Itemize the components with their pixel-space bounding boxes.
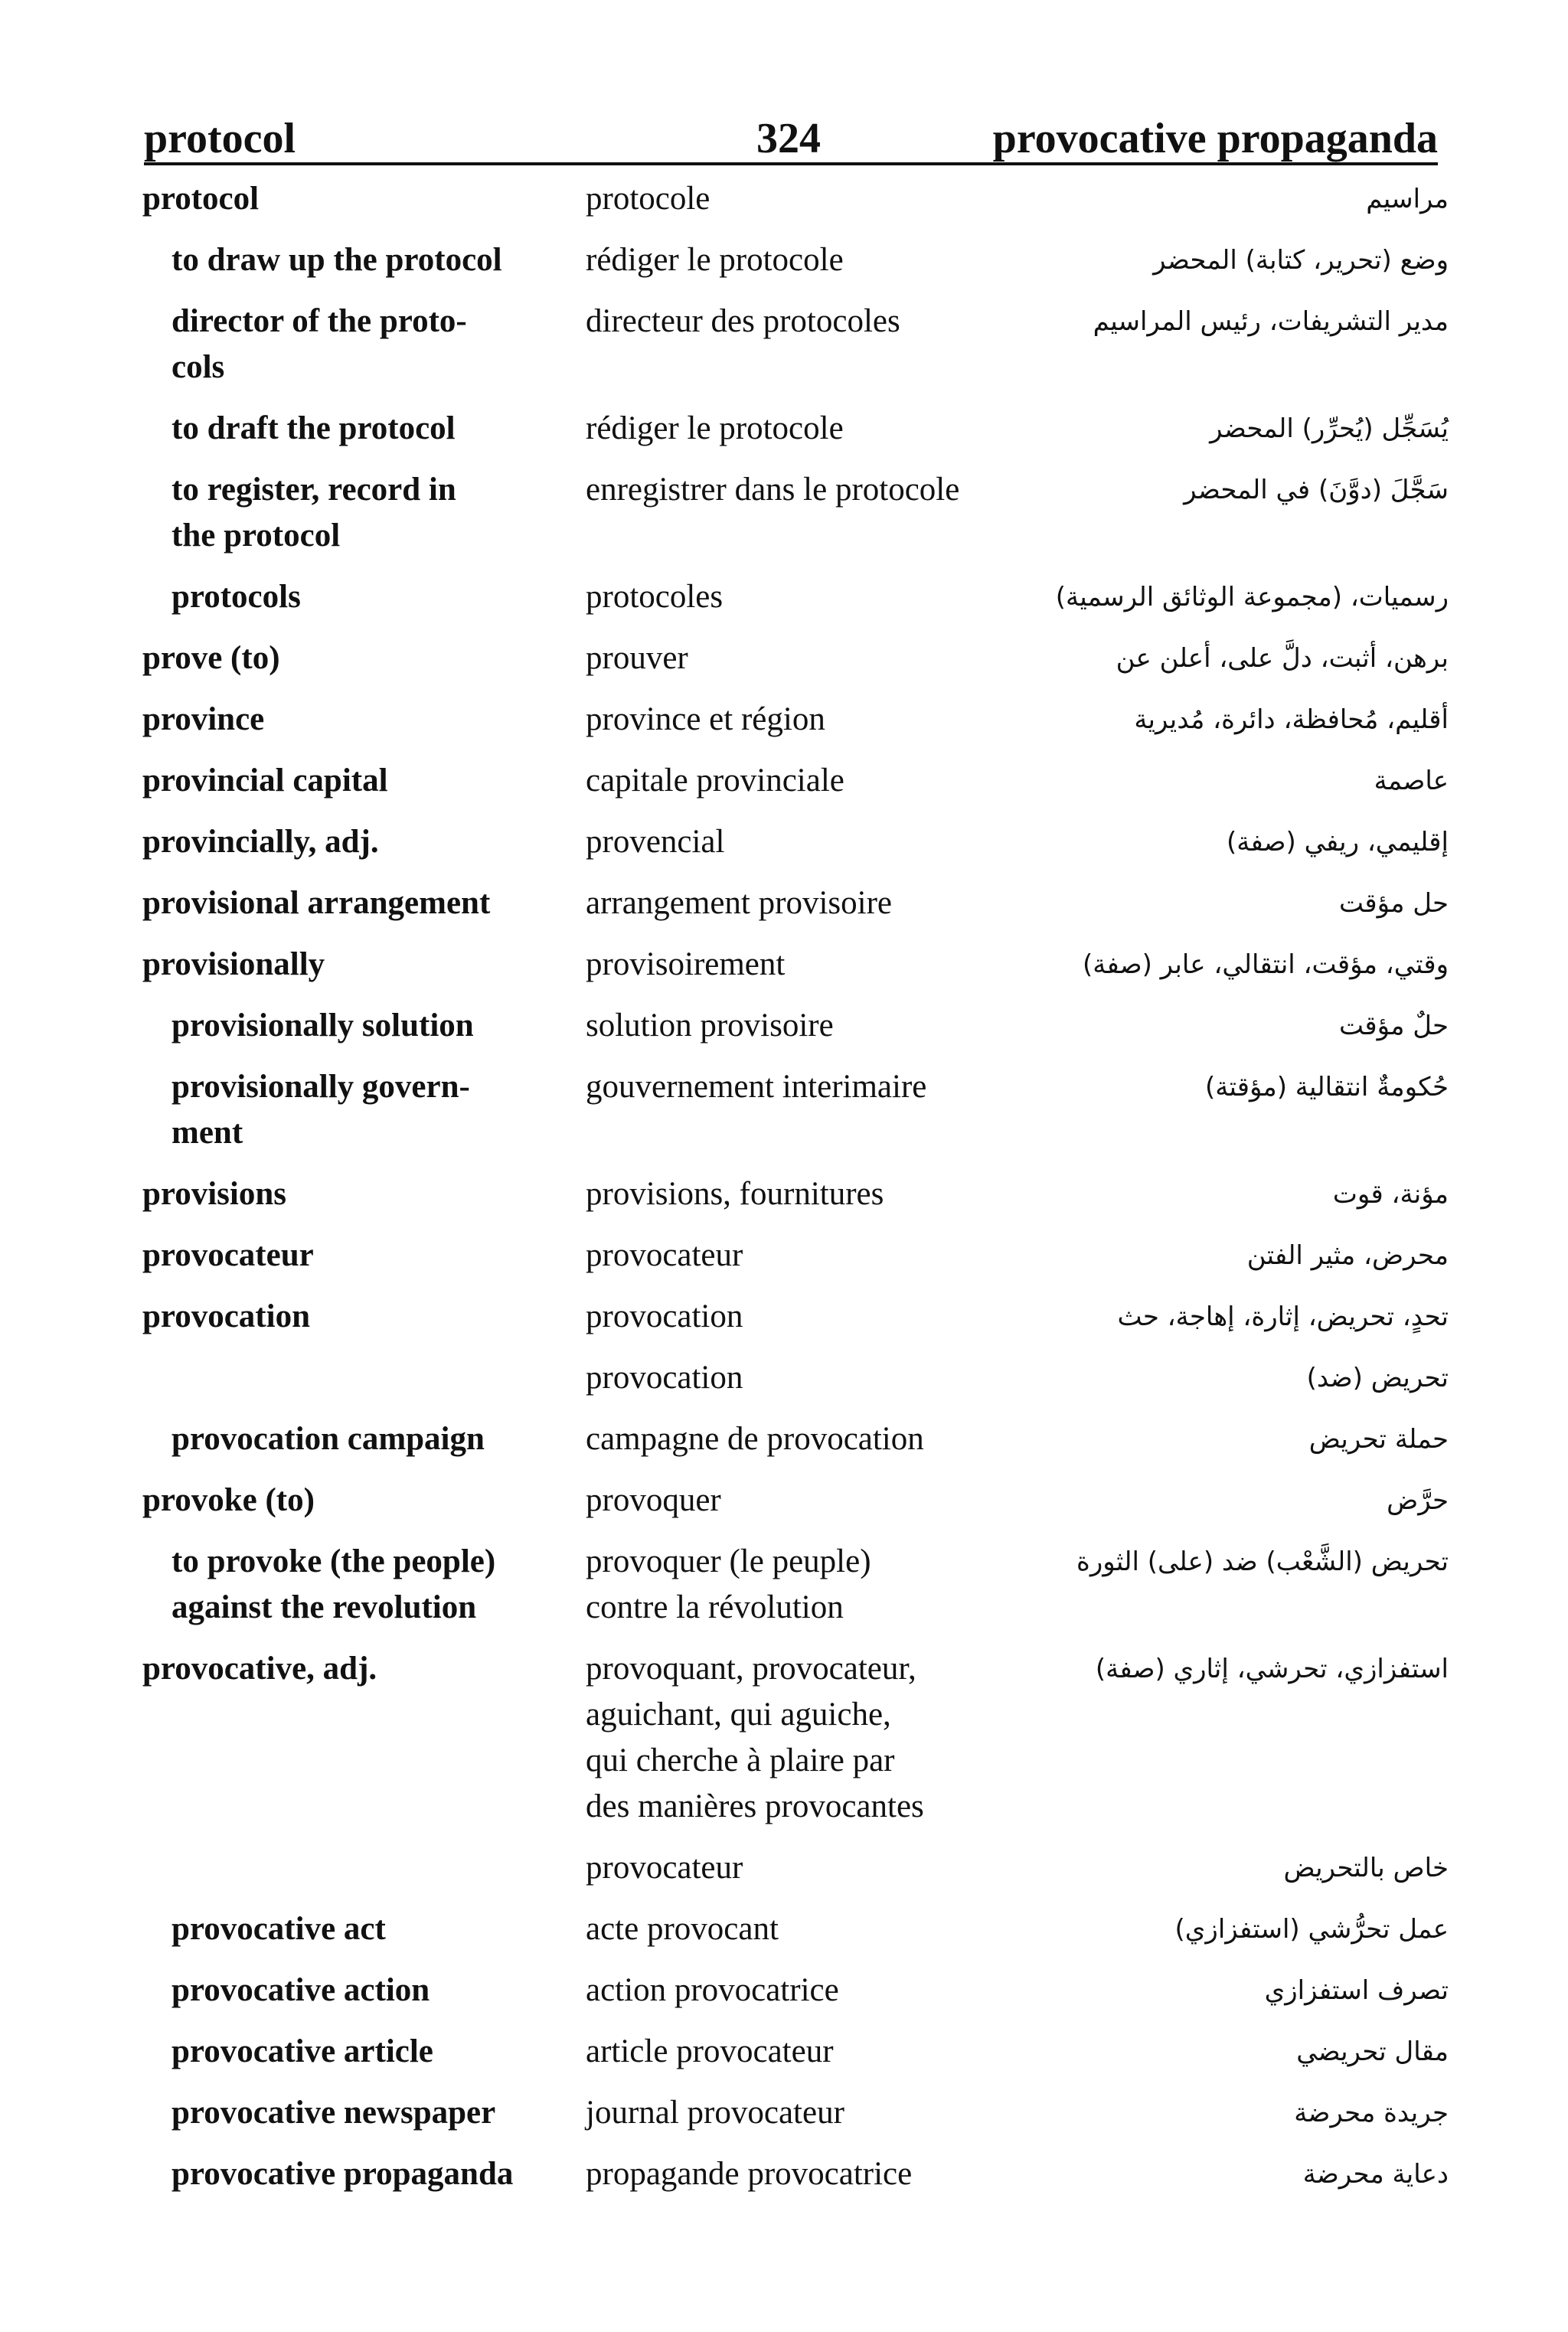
dictionary-entry bbox=[0, 880, 1568, 942]
english-term: provincially, adj. bbox=[142, 824, 379, 860]
french-translation: article provocateur bbox=[586, 2033, 834, 2069]
french-translation: provisions, fournitures bbox=[586, 1176, 884, 1212]
arabic-translation: عاصمة bbox=[1374, 766, 1449, 796]
english-term: to draw up the protocol bbox=[172, 242, 502, 278]
arabic-translation: إقليمي، ريفي (صفة) bbox=[1226, 827, 1449, 857]
french-translation: journal provocateur bbox=[586, 2095, 844, 2131]
arabic-translation: برهن، أثبت، دلَّ على، أعلن عن bbox=[1116, 643, 1449, 674]
arabic-translation: مدير التشريفات، رئيس المراسيم bbox=[1093, 306, 1449, 337]
page-header bbox=[144, 113, 1438, 164]
french-translation: campagne de provocation bbox=[586, 1421, 924, 1457]
dictionary-entry bbox=[0, 299, 1568, 406]
dictionary-entry bbox=[0, 2151, 1568, 2213]
french-translation: protocoles bbox=[586, 579, 724, 615]
entry-list bbox=[0, 176, 1568, 2213]
english-term: provocative, adj. bbox=[142, 1651, 377, 1687]
arabic-translation: حُكومةٌ انتقالية (مؤقتة) bbox=[1204, 1072, 1449, 1102]
arabic-translation: تحريض (الشَّعْب) ضد (على) الثورة bbox=[1076, 1547, 1449, 1577]
french-translation: rédiger le protocole bbox=[586, 410, 844, 446]
dictionary-entry bbox=[0, 1478, 1568, 1539]
english-term: to draft the protocol bbox=[172, 410, 456, 446]
arabic-translation: وضع (تحرير، كتابة) المحضر bbox=[1153, 245, 1449, 276]
arabic-translation: حملة تحريض bbox=[1308, 1424, 1449, 1455]
english-term: prove (to) bbox=[142, 640, 280, 676]
english-term: provisions bbox=[142, 1176, 286, 1212]
french-translation: gouvernement interimaire bbox=[586, 1069, 927, 1105]
english-term: provincial capital bbox=[142, 763, 388, 799]
english-term: provocation bbox=[142, 1298, 310, 1334]
arabic-translation: رسميات، (مجموعة الوثائق الرسمية) bbox=[1055, 582, 1449, 612]
dictionary-entry bbox=[0, 1355, 1568, 1416]
dictionary-entry bbox=[0, 819, 1568, 880]
dictionary-entry bbox=[0, 176, 1568, 237]
english-term: provocative act bbox=[172, 1911, 386, 1947]
dictionary-entry bbox=[0, 467, 1568, 574]
arabic-translation: مؤنة، قوت bbox=[1332, 1179, 1449, 1210]
english-term: province bbox=[142, 701, 265, 737]
dictionary-entry bbox=[0, 635, 1568, 697]
arabic-translation: تحدٍ، تحريض، إثارة، إهاجة، حث bbox=[1117, 1302, 1449, 1332]
arabic-translation: وقتي، مؤقت، انتقالي، عابر (صفة) bbox=[1083, 949, 1449, 980]
arabic-translation: حل مؤقت bbox=[1339, 888, 1449, 919]
arabic-translation: جريدة محرضة bbox=[1294, 2098, 1449, 2128]
english-term: provocation campaign bbox=[172, 1421, 485, 1457]
arabic-translation: خاص بالتحريض bbox=[1283, 1853, 1449, 1883]
arabic-translation: تصرف استفزازي bbox=[1264, 1975, 1449, 2006]
french-translation: rédiger le protocole bbox=[586, 242, 844, 278]
english-term: provisionally bbox=[142, 946, 325, 982]
dictionary-entry bbox=[0, 697, 1568, 758]
dictionary-entry bbox=[0, 406, 1568, 467]
english-term: to register, record in the protocol bbox=[172, 472, 456, 554]
french-translation: provocateur bbox=[586, 1237, 743, 1273]
english-term: provocateur bbox=[142, 1237, 314, 1273]
header-first-entry: protocol bbox=[144, 115, 296, 162]
english-term: provisionally govern- ment bbox=[172, 1069, 470, 1151]
french-translation: province et région bbox=[586, 701, 825, 737]
english-term: protocols bbox=[172, 579, 301, 615]
arabic-translation: سَجَّلَ (دوَّنَ) في المحضر bbox=[1184, 475, 1449, 505]
arabic-translation: حلٌ مؤقت bbox=[1339, 1011, 1449, 1041]
dictionary-entry bbox=[0, 2029, 1568, 2090]
dictionary-entry bbox=[0, 1003, 1568, 1064]
dictionary-entry bbox=[0, 1233, 1568, 1294]
french-translation: prouver bbox=[586, 640, 688, 676]
french-translation: provocation bbox=[586, 1360, 743, 1396]
french-translation: provoquer (le peuple) contre la révolution bbox=[586, 1543, 871, 1625]
arabic-translation: حرَّض bbox=[1387, 1485, 1449, 1516]
english-term: provoke (to) bbox=[142, 1482, 315, 1518]
dictionary-entry bbox=[0, 758, 1568, 819]
french-translation: directeur des protocoles bbox=[586, 303, 900, 339]
french-translation: action provocatrice bbox=[586, 1972, 839, 2008]
french-translation: arrangement provisoire bbox=[586, 885, 892, 921]
french-translation: provocation bbox=[586, 1298, 743, 1334]
dictionary-entry bbox=[0, 2090, 1568, 2151]
french-translation: provisoirement bbox=[586, 946, 786, 982]
dictionary-entry bbox=[0, 1294, 1568, 1355]
arabic-translation: عمل تحرُّشي (استفزازي) bbox=[1174, 1914, 1449, 1945]
english-term: director of the proto- cols bbox=[172, 303, 467, 385]
arabic-translation: مراسيم bbox=[1366, 184, 1449, 214]
french-translation: provoquant, provocateur, aguichant, qui aguiche, qui cherche à plaire par des manières provocantes bbox=[586, 1651, 924, 1824]
english-term: provocative action bbox=[172, 1972, 430, 2008]
english-term: provisional arrangement bbox=[142, 885, 491, 921]
english-term: protocol bbox=[142, 181, 260, 217]
arabic-translation: استفزازي، تحرشي، إثاري (صفة) bbox=[1095, 1654, 1449, 1684]
english-term: provocative newspaper bbox=[172, 2095, 496, 2131]
arabic-translation: تحريض (ضد) bbox=[1306, 1363, 1449, 1393]
french-translation: provencial bbox=[586, 824, 725, 860]
french-translation: protocole bbox=[586, 181, 710, 217]
page-number: 324 bbox=[756, 115, 821, 162]
arabic-translation: دعاية محرضة bbox=[1302, 2159, 1449, 2190]
french-translation: propagande provocatrice bbox=[586, 2156, 913, 2192]
header-rule bbox=[144, 162, 1438, 165]
french-translation: provocateur bbox=[586, 1850, 743, 1886]
arabic-translation: مقال تحريضي bbox=[1296, 2036, 1449, 2067]
english-term: provisionally solution bbox=[172, 1008, 474, 1044]
arabic-translation: أقليم، مُحافظة، دائرة، مُديرية bbox=[1134, 704, 1449, 735]
french-translation: capitale provinciale bbox=[586, 763, 844, 799]
french-translation: acte provocant bbox=[586, 1911, 779, 1947]
dictionary-entry bbox=[0, 1968, 1568, 2029]
dictionary-entry bbox=[0, 1416, 1568, 1478]
dictionary-entry bbox=[0, 1906, 1568, 1968]
dictionary-entry bbox=[0, 574, 1568, 635]
french-translation: provoquer bbox=[586, 1482, 721, 1518]
french-translation: enregistrer dans le protocole bbox=[586, 472, 960, 508]
arabic-translation: يُسَجِّل (يُحرِّر) المحضر bbox=[1210, 413, 1449, 444]
dictionary-entry bbox=[0, 1646, 1568, 1845]
dictionary-entry bbox=[0, 237, 1568, 299]
dictionary-entry bbox=[0, 1539, 1568, 1646]
dictionary-entry bbox=[0, 1171, 1568, 1233]
english-term: provocative article bbox=[172, 2033, 433, 2069]
dictionary-entry bbox=[0, 942, 1568, 1003]
dictionary-entry bbox=[0, 1845, 1568, 1906]
english-term: provocative propaganda bbox=[172, 2156, 514, 2192]
header-last-entry: provocative propaganda bbox=[992, 115, 1438, 162]
dictionary-entry bbox=[0, 1064, 1568, 1171]
french-translation: solution provisoire bbox=[586, 1008, 834, 1044]
english-term: to provoke (the people) against the revolution bbox=[172, 1543, 496, 1625]
arabic-translation: محرض، مثير الفتن bbox=[1246, 1240, 1449, 1271]
